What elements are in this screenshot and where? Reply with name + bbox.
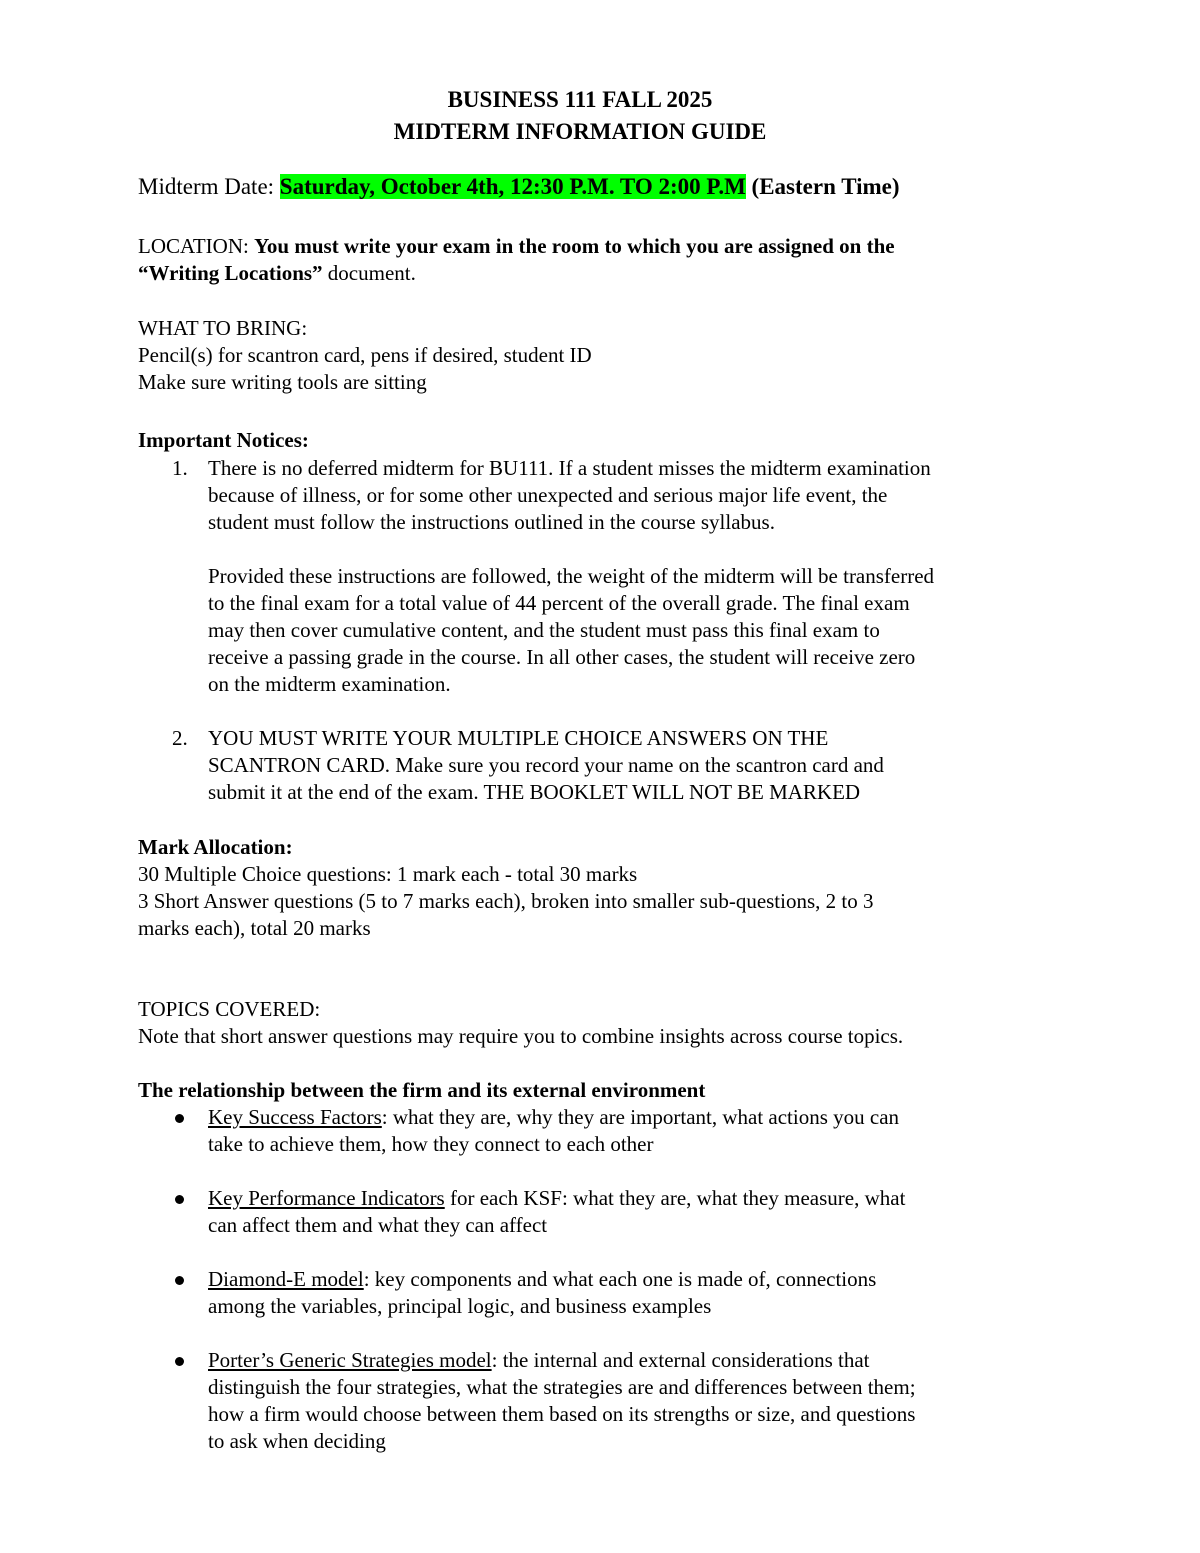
notice-item1-para2-line: Provided these instructions are followed, the weight of the midterm will be transferred xyxy=(208,564,935,588)
bullet-icon xyxy=(175,1114,184,1123)
notice-item2-line: YOU MUST WRITE YOUR MULTIPLE CHOICE ANSWERS ON THE xyxy=(208,726,829,750)
notice-item1-number: 1. xyxy=(172,456,188,480)
location-label: LOCATION: xyxy=(138,234,255,258)
bring-heading: WHAT TO BRING: xyxy=(138,316,308,340)
location-line1 xyxy=(138,233,895,260)
document-title-line1: BUSINESS 111 FALL 2025 xyxy=(447,87,713,112)
topics-section-heading: The relationship between the firm and its external environment xyxy=(138,1078,706,1102)
midterm-date-line xyxy=(138,173,900,200)
location-tail: document. xyxy=(322,261,416,285)
marks-line2: 3 Short Answer questions (5 to 7 marks each), broken into smaller sub-questions, 2 to 3 xyxy=(138,889,874,913)
topic-desc: : what they are, why they are important, what actions you can xyxy=(381,1105,900,1129)
notice-item1-para2-line: receive a passing grade in the course. In all other cases, the student will receive zero xyxy=(208,645,916,669)
bring-line1: Pencil(s) for scantron card, pens if desired, student ID xyxy=(138,343,592,367)
notice-item1-para2-line: to the final exam for a total value of 44 percent of the overall grade. The final exam xyxy=(208,591,910,615)
notice-item1-para2-line: may then cover cumulative content, and the student must pass this final exam to xyxy=(208,618,880,642)
topic-term: Porter’s Generic Strategies model xyxy=(208,1348,492,1372)
topics-note: Note that short answer questions may require you to combine insights across course topics. xyxy=(138,1024,904,1048)
location-line2 xyxy=(138,260,416,287)
topic-bullet-line: how a firm would choose between them based on its strengths or size, and questions xyxy=(208,1402,916,1426)
topic-term: Key Performance Indicators xyxy=(208,1186,445,1210)
marks-line1: 30 Multiple Choice questions: 1 mark each - total 30 marks xyxy=(138,862,638,886)
location-writing-locations: “Writing Locations” xyxy=(138,261,323,285)
marks-line3: marks each), total 20 marks xyxy=(138,916,371,940)
topic-bullet-line xyxy=(208,1185,905,1212)
bring-line2: Make sure writing tools are sitting xyxy=(138,370,427,394)
bullet-icon xyxy=(175,1195,184,1204)
notice-item1-line: because of illness, or for some other unexpected and serious major life event, the xyxy=(208,483,888,507)
topic-bullet-line: distinguish the four strategies, what the strategies are and differences between them; xyxy=(208,1375,916,1399)
midterm-date-label: Midterm Date: xyxy=(138,174,280,199)
notice-item1-line: There is no deferred midterm for BU111. If a student misses the midterm examination xyxy=(208,456,931,480)
topic-bullet-line: take to achieve them, how they connect to each other xyxy=(208,1132,654,1156)
bullet-icon xyxy=(175,1357,184,1366)
topic-bullet-line xyxy=(208,1347,870,1374)
document-title-line2: MIDTERM INFORMATION GUIDE xyxy=(393,119,767,144)
notice-item1-para2-line: on the midterm examination. xyxy=(208,672,451,696)
topics-heading: TOPICS COVERED: xyxy=(138,997,321,1021)
notice-item2-number: 2. xyxy=(172,726,188,750)
bullet-icon xyxy=(175,1276,184,1285)
midterm-date-highlight: Saturday, October 4th, 12:30 P.M. TO 2:00 P.M xyxy=(279,174,746,199)
location-bold-text: You must write your exam in the room to which you are assigned on the xyxy=(254,234,895,258)
topic-bullet-line xyxy=(208,1104,899,1131)
notices-heading: Important Notices: xyxy=(138,428,309,452)
topic-desc: : the internal and external considerations that xyxy=(491,1348,870,1372)
midterm-timezone: (Eastern Time) xyxy=(745,174,900,199)
topic-desc: : key components and what each one is made of, connections xyxy=(363,1267,877,1291)
topic-bullet-line: can affect them and what they can affect xyxy=(208,1213,548,1237)
marks-heading: Mark Allocation: xyxy=(138,835,293,859)
topic-bullet-line: to ask when deciding xyxy=(208,1429,386,1453)
notice-item2-line: submit it at the end of the exam. THE BOOKLET WILL NOT BE MARKED xyxy=(208,780,861,804)
notice-item1-line: student must follow the instructions outlined in the course syllabus. xyxy=(208,510,775,534)
topic-bullet-line xyxy=(208,1266,876,1293)
topic-term: Diamond-E model xyxy=(208,1267,364,1291)
topic-desc: for each KSF: what they are, what they measure, what xyxy=(444,1186,906,1210)
notice-item2-line: SCANTRON CARD. Make sure you record your name on the scantron card and xyxy=(208,753,884,777)
topic-bullet-line: among the variables, principal logic, and business examples xyxy=(208,1294,712,1318)
topic-term: Key Success Factors xyxy=(208,1105,382,1129)
